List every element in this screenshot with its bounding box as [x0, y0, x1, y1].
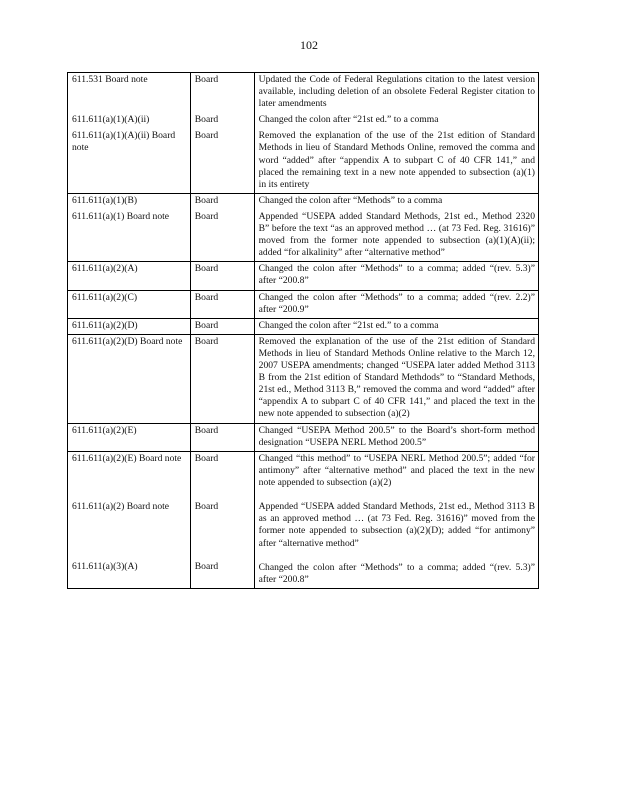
change-description: Changed the colon after “21st ed.” to a comma	[258, 319, 439, 331]
amended-by: Board	[194, 424, 219, 436]
section-cell	[68, 451, 191, 588]
change-description: Changed the colon after “Methods” to a comma; added “(rev. 5.3)” after “200.8”	[258, 263, 535, 287]
section-cell	[68, 423, 191, 451]
section-cell	[68, 334, 191, 423]
table-row	[68, 290, 539, 318]
section-reference: 611.611(a)(2)(C)	[72, 291, 138, 303]
section-cell	[68, 262, 191, 290]
description-cell	[254, 262, 538, 290]
section-reference: 611.611(a)(2)(D)	[72, 319, 138, 331]
description-cell	[254, 334, 538, 423]
amended-by: Board	[194, 194, 219, 206]
amendments-table	[67, 72, 539, 589]
change-description: Changed the colon after “21st ed.” to a comma	[258, 114, 439, 126]
amended-by: Board	[194, 263, 219, 275]
section-cell	[68, 193, 191, 261]
change-description: Updated the Code of Federal Regulations citation to the latest version available, including deletion of an obsolete Federal Register citation to later amendments	[258, 74, 535, 110]
section-reference: 611.611(a)(1)(B)	[72, 194, 138, 206]
section-reference: 611.611(a)(2)(E) Board note	[72, 452, 182, 464]
amended-by: Board	[194, 452, 219, 464]
section-cell	[68, 73, 191, 194]
section-reference: 611.531 Board note	[72, 74, 148, 85]
table-row	[68, 193, 539, 261]
amended-by-cell	[190, 73, 254, 194]
section-reference: 611.611(a)(2) Board note	[72, 500, 170, 512]
change-description: Changed the colon after “Methods” to a comma; added “(rev. 5.3)” after “200.8”	[258, 561, 535, 585]
page-number: 102	[300, 38, 318, 52]
amended-by-cell	[190, 262, 254, 290]
change-description: Removed the explanation of the use of the 21st edition of Standard Methods in lieu of Standard Methods Online relative to the March 12, 2007 USEPA amendments; changed “USEPA later added Method 3113 B from the 21st edition of Standard Methdods” to “Standard Methods, 21st ed., Method 3113 B,” removed the comma and word “added” after “appendix A to subpart C of 40 CFR 141,” and placed the text in the new note appended to subsection (a)(2)	[258, 335, 535, 420]
table-row	[68, 318, 539, 334]
amended-by-cell	[190, 318, 254, 334]
section-reference: 611.611(a)(2)(A)	[72, 263, 138, 275]
change-description: Changed the colon after “Methods” to a comma; added “(rev. 2.2)” after “200.9”	[258, 291, 535, 315]
section-cell	[68, 290, 191, 318]
change-description: Changed “USEPA Method 200.5” to the Board’s short-form method designation “USEPA NERL Method 200.5”	[258, 424, 535, 448]
change-description: Appended “USEPA added Standard Methods, 21st ed., Method 2320 B” before the text “as an approved method … (at 73 Fed. Reg. 31616)” moved from the former note appended to subsection (a)(1)(A)(ii); added “for alkalinity” after “alternative method”	[258, 210, 535, 259]
change-description: Changed “this method” to “USEPA NERL Method 200.5”; added “for antimony” after “alternative method” and placed the text in the new note appended to subsection (a)(2)	[258, 452, 535, 489]
amended-by: Board	[194, 291, 219, 303]
section-reference: 611.611(a)(1) Board note	[72, 210, 170, 222]
amended-by-cell	[190, 193, 254, 261]
table-row	[68, 423, 539, 451]
amended-by: Board	[194, 74, 219, 85]
amended-by-cell	[190, 451, 254, 588]
amended-by-cell	[190, 334, 254, 423]
amended-by: Board	[194, 335, 219, 347]
table-row	[68, 334, 539, 423]
section-reference: 611.611(a)(2)(D) Board note	[72, 335, 183, 347]
description-cell	[254, 451, 538, 588]
table-row	[68, 262, 539, 290]
amended-by: Board	[194, 319, 219, 331]
section-reference: 611.611(a)(3)(A)	[72, 560, 138, 572]
section-reference: 611.611(a)(1)(A)(ii)	[72, 114, 150, 125]
table-row	[68, 451, 539, 588]
change-description: Removed the explanation of the use of the 21st edition of Standard Methods in lieu of Standard Methods Online, removed the comma and word “added” after “appendix A to subpart C of 40 CFR 141,” and placed the remaining text in a new note appended to subsection (a)(1) in its entirety	[258, 130, 535, 190]
amended-by: Board	[194, 560, 219, 572]
description-cell	[254, 193, 538, 261]
change-description: Appended “USEPA added Standard Methods, 21st ed., Method 3113 B as an approved method … (at 73 Fed. Reg. 31616)” moved from the former note appended to subsection (a)(2)(D); added “for antimony” after “alternative method”	[258, 501, 535, 549]
amended-by: Board	[194, 114, 219, 125]
description-cell	[254, 290, 538, 318]
section-reference: 611.611(a)(2)(E)	[72, 424, 137, 436]
amended-by: Board	[194, 500, 219, 512]
amended-by-cell	[190, 290, 254, 318]
section-cell	[68, 318, 191, 334]
table-row	[68, 73, 539, 194]
amended-by: Board	[194, 130, 219, 142]
section-reference: 611.611(a)(1)(A)(ii) Board note	[72, 130, 176, 154]
amended-by-cell	[190, 423, 254, 451]
description-cell	[254, 73, 538, 194]
description-cell	[254, 423, 538, 451]
description-cell	[254, 318, 538, 334]
change-description: Changed the colon after “Methods” to a comma	[258, 194, 443, 206]
amended-by: Board	[194, 210, 219, 222]
